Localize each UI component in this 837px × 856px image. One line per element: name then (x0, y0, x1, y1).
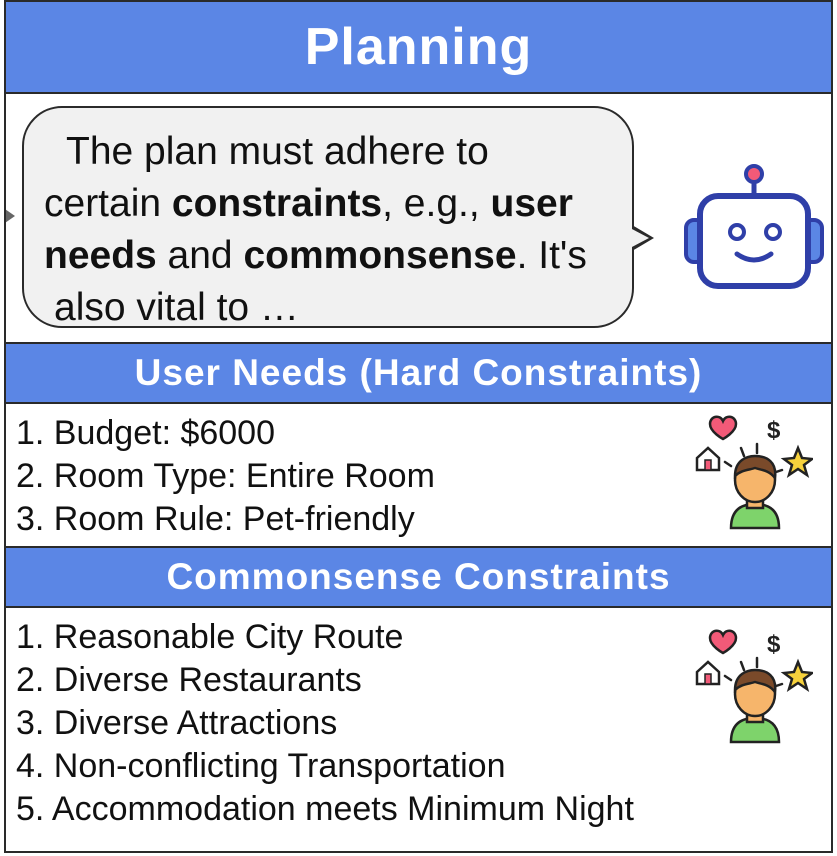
heart-icon (710, 417, 736, 439)
user-needs-title: User Needs (Hard Constraints) (134, 352, 703, 393)
speech-text: . It's (516, 234, 587, 277)
list-item: 3. Diverse Attractions (16, 704, 338, 742)
speech-text: and (156, 234, 244, 277)
speech-bubble (22, 106, 634, 328)
speech-text: , e.g., (382, 182, 491, 225)
list-item: 1. Reasonable City Route (16, 618, 404, 656)
robot-icon (682, 162, 830, 294)
list-item: 2. Room Type: Entire Room (16, 457, 435, 495)
speech-bold-text: commonsense (243, 234, 517, 277)
title-bar (6, 2, 831, 94)
commonsense-title: Commonsense Constraints (166, 556, 671, 597)
speech-bold-text: constraints (171, 182, 383, 225)
dollar-icon: $ (767, 417, 781, 444)
speech-area (6, 94, 831, 342)
speech-line-3 (44, 230, 632, 282)
user-needs-list (16, 412, 435, 541)
speech-bold-text: needs (44, 234, 157, 277)
speech-bold-text: user (490, 182, 573, 225)
speech-text: certain (44, 182, 172, 225)
speech-text: also vital to … (54, 286, 299, 329)
list-item: 4. Non-conflicting Transportation (16, 747, 506, 785)
commonsense-header (6, 546, 831, 608)
panel-title: Planning (304, 18, 533, 76)
person-thinking-icon (691, 622, 813, 744)
dollar-icon: $ (767, 631, 781, 658)
speech-line-4 (44, 282, 632, 334)
list-item: 2. Diverse Restaurants (16, 661, 362, 699)
incoming-arrow-icon (4, 207, 15, 225)
commonsense-list (16, 616, 634, 831)
heart-icon (710, 631, 736, 653)
star-icon (784, 662, 812, 689)
planning-panel (4, 0, 833, 853)
speech-text: The plan must adhere to (66, 130, 489, 173)
list-item: 3. Room Rule: Pet-friendly (16, 500, 415, 538)
person-thinking-icon (691, 408, 813, 530)
speech-line-2 (44, 178, 632, 230)
speech-line-1 (44, 126, 632, 178)
bubble-tail-fill (630, 228, 649, 248)
user-needs-header (6, 342, 831, 404)
star-icon (784, 448, 812, 475)
list-item: 5. Accommodation meets Minimum Night (16, 790, 634, 828)
list-item: 1. Budget: $6000 (16, 414, 276, 452)
